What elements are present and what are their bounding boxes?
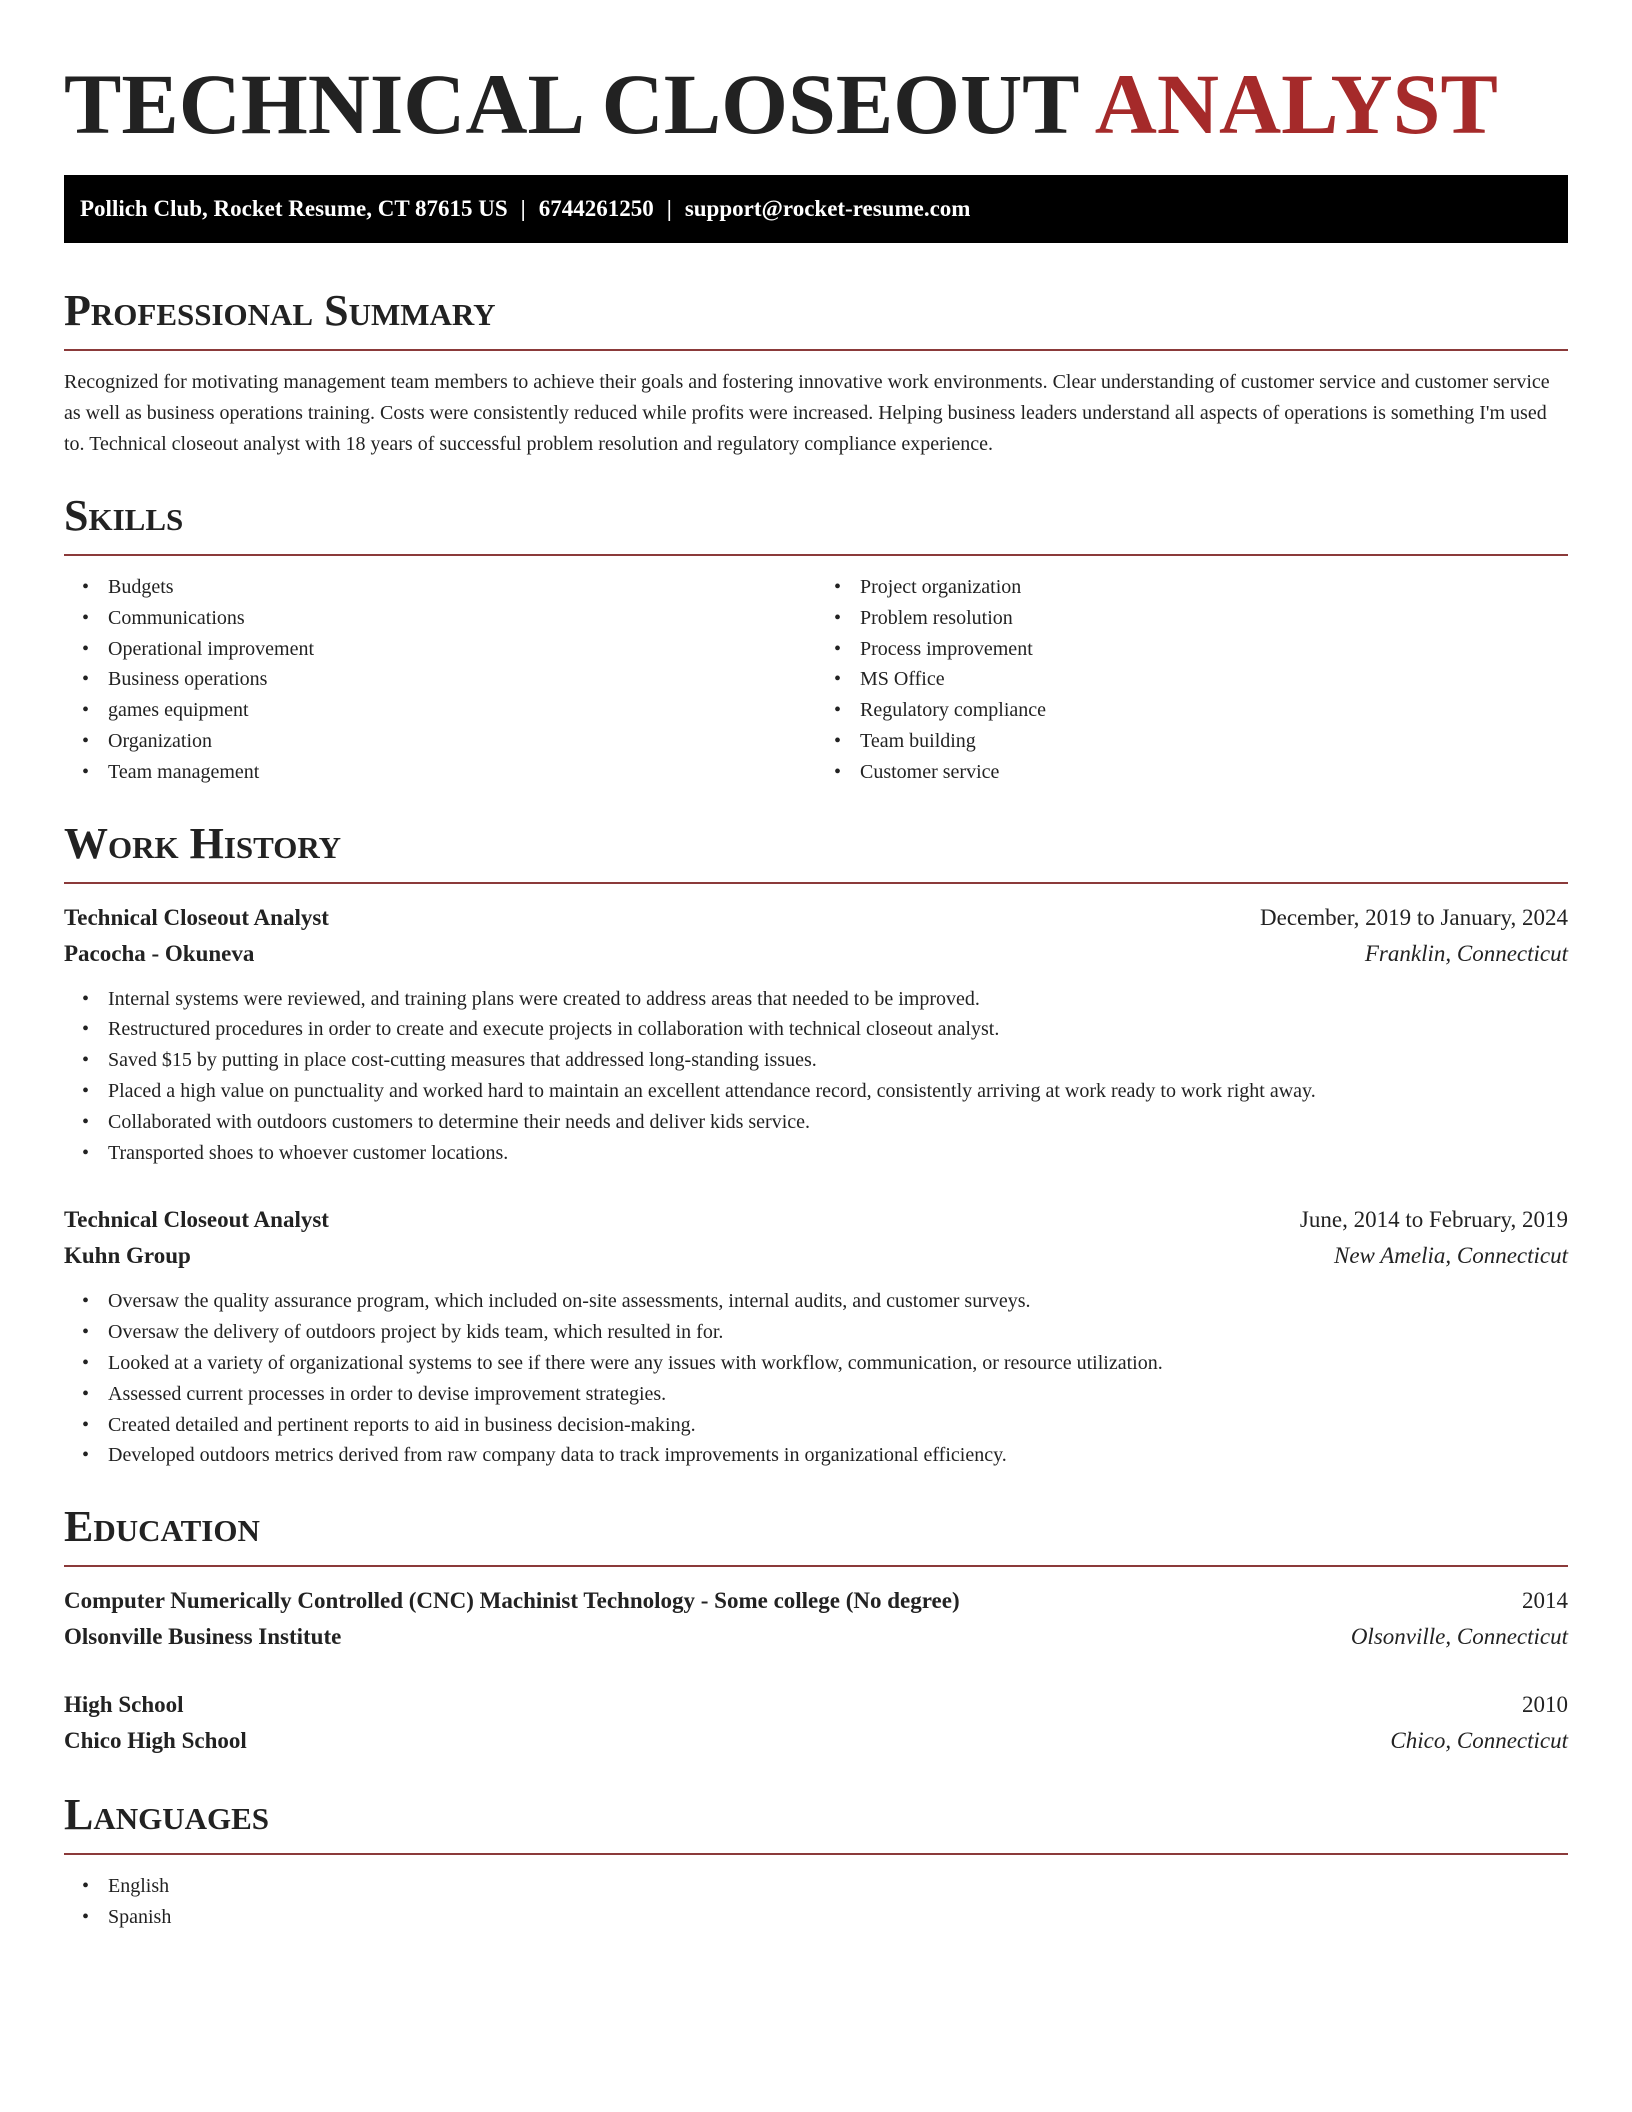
skill-item: • Problem resolution [860,603,1568,634]
name-main: TECHNICAL CLOSEOUT [64,56,1078,152]
contact-separator: | [666,196,672,221]
summary-text: Recognized for motivating management team members to achieve their goals and fostering innovative work environments. Clear understanding of customer service and customer service as well as business operations training. Costs were consistently reduced while profits were increased. Helping business leaders understand all aspects of operations is something I'm used to. Technical closeout analyst with 18 years of successful problem resolution and regulatory compliance experience. [64,371,1550,455]
job-entry [64,1202,1568,1471]
education-entry [64,1687,1568,1759]
skills-list-right [816,572,1568,788]
education-year: 2010 [1522,1692,1568,1718]
contact-phone: 6744261250 [538,196,654,221]
summary-heading: Professional Summary [64,285,1568,351]
job-bullet: • Developed outdoors metrics derived from raw company data to track improvements in organizational efficiency. [108,1440,1568,1471]
job-bullet: • Restructured procedures in order to create and execute projects in collaboration with technical closeout analyst. [108,1014,1568,1045]
skills-columns [64,572,1568,788]
education-location: Olsonville, Connecticut [1350,1624,1568,1650]
job-bullet: • Oversaw the quality assurance program, which included on-site assessments, internal audits, and customer surveys. [108,1286,1568,1317]
job-company: Kuhn Group [64,1243,191,1269]
skills-list-left [64,572,816,788]
contact-separator: | [520,196,526,221]
job-dates: June, 2014 to February, 2019 [1299,1207,1568,1233]
education-school-row [64,1619,1568,1655]
job-dates: December, 2019 to January, 2024 [1260,904,1568,930]
job-title: Technical Closeout Analyst [64,1207,329,1233]
job-location: New Amelia, Connecticut [1333,1243,1568,1269]
education-school: Chico High School [64,1728,247,1754]
job-title: Technical Closeout Analyst [64,904,329,930]
education-school: Olsonville Business Institute [64,1624,342,1650]
education-degree: Computer Numerically Controlled (CNC) Machinist Technology - Some college (No degree) [64,1588,960,1614]
job-bullet: • Placed a high value on punctuality and worked hard to maintain an excellent attendance record, consistently arriving at work ready to work right away. [108,1076,1568,1107]
job-bullet: • Internal systems were reviewed, and training plans were created to address areas that needed to be improved. [108,984,1568,1015]
skills-section [64,490,1568,788]
skill-item: • Regulatory compliance [860,695,1568,726]
skill-item: • games equipment [108,695,816,726]
job-bullets [64,984,1568,1169]
skills-heading: Skills [64,490,1568,556]
skill-item: • MS Office [860,664,1568,695]
job-entry [64,900,1568,1169]
candidate-name [64,58,1568,150]
job-bullet: • Looked at a variety of organizational systems to see if there were any issues with workflow, communication, or resource utilization. [108,1348,1568,1379]
contact-email: support@rocket-resume.com [684,196,971,221]
skill-item: • Communications [108,603,816,634]
job-location: Franklin, Connecticut [1364,940,1568,966]
job-bullet: • Created detailed and pertinent reports to aid in business decision-making. [108,1410,1568,1441]
contact-bar [64,175,1568,243]
languages-list [64,1871,1568,1933]
education-school-row [64,1723,1568,1759]
skill-item: • Budgets [108,572,816,603]
job-bullet: • Assessed current processes in order to devise improvement strategies. [108,1379,1568,1410]
skill-item: • Customer service [860,757,1568,788]
skill-item: • Process improvement [860,634,1568,665]
work-history-heading: Work History [64,818,1568,884]
job-title-row [64,1202,1568,1238]
language-item: • English [108,1871,1568,1902]
job-bullet: • Collaborated with outdoors customers to determine their needs and deliver kids service. [108,1107,1568,1138]
skill-item: • Team building [860,726,1568,757]
resume-page [64,0,1568,1933]
job-title-row [64,900,1568,936]
name-accent: ANALYST [1094,56,1498,152]
job-company-row [64,1238,1568,1274]
contact-address: Pollich Club, Rocket Resume, CT 87615 US [80,196,508,221]
education-degree-row [64,1687,1568,1723]
education-year: 2014 [1522,1588,1568,1614]
job-bullet: • Oversaw the delivery of outdoors project by kids team, which resulted in for. [108,1317,1568,1348]
skill-item: • Organization [108,726,816,757]
language-item: • Spanish [108,1902,1568,1933]
job-company: Pacocha - Okuneva [64,940,255,966]
languages-section [64,1789,1568,1933]
education-degree-row [64,1583,1568,1619]
education-heading: Education [64,1501,1568,1567]
job-bullet: • Transported shoes to whoever customer locations. [108,1138,1568,1169]
education-degree: High School [64,1692,184,1718]
work-history-section [64,818,1568,1472]
education-section [64,1501,1568,1759]
job-bullet: • Saved $15 by putting in place cost-cutting measures that addressed long-standing issues. [108,1045,1568,1076]
skill-item: • Project organization [860,572,1568,603]
job-company-row [64,936,1568,972]
languages-heading: Languages [64,1789,1568,1855]
education-location: Chico, Connecticut [1390,1728,1568,1754]
education-entry [64,1583,1568,1655]
skill-item: • Team management [108,757,816,788]
skill-item: • Operational improvement [108,634,816,665]
job-bullets [64,1286,1568,1471]
skill-item: • Business operations [108,664,816,695]
